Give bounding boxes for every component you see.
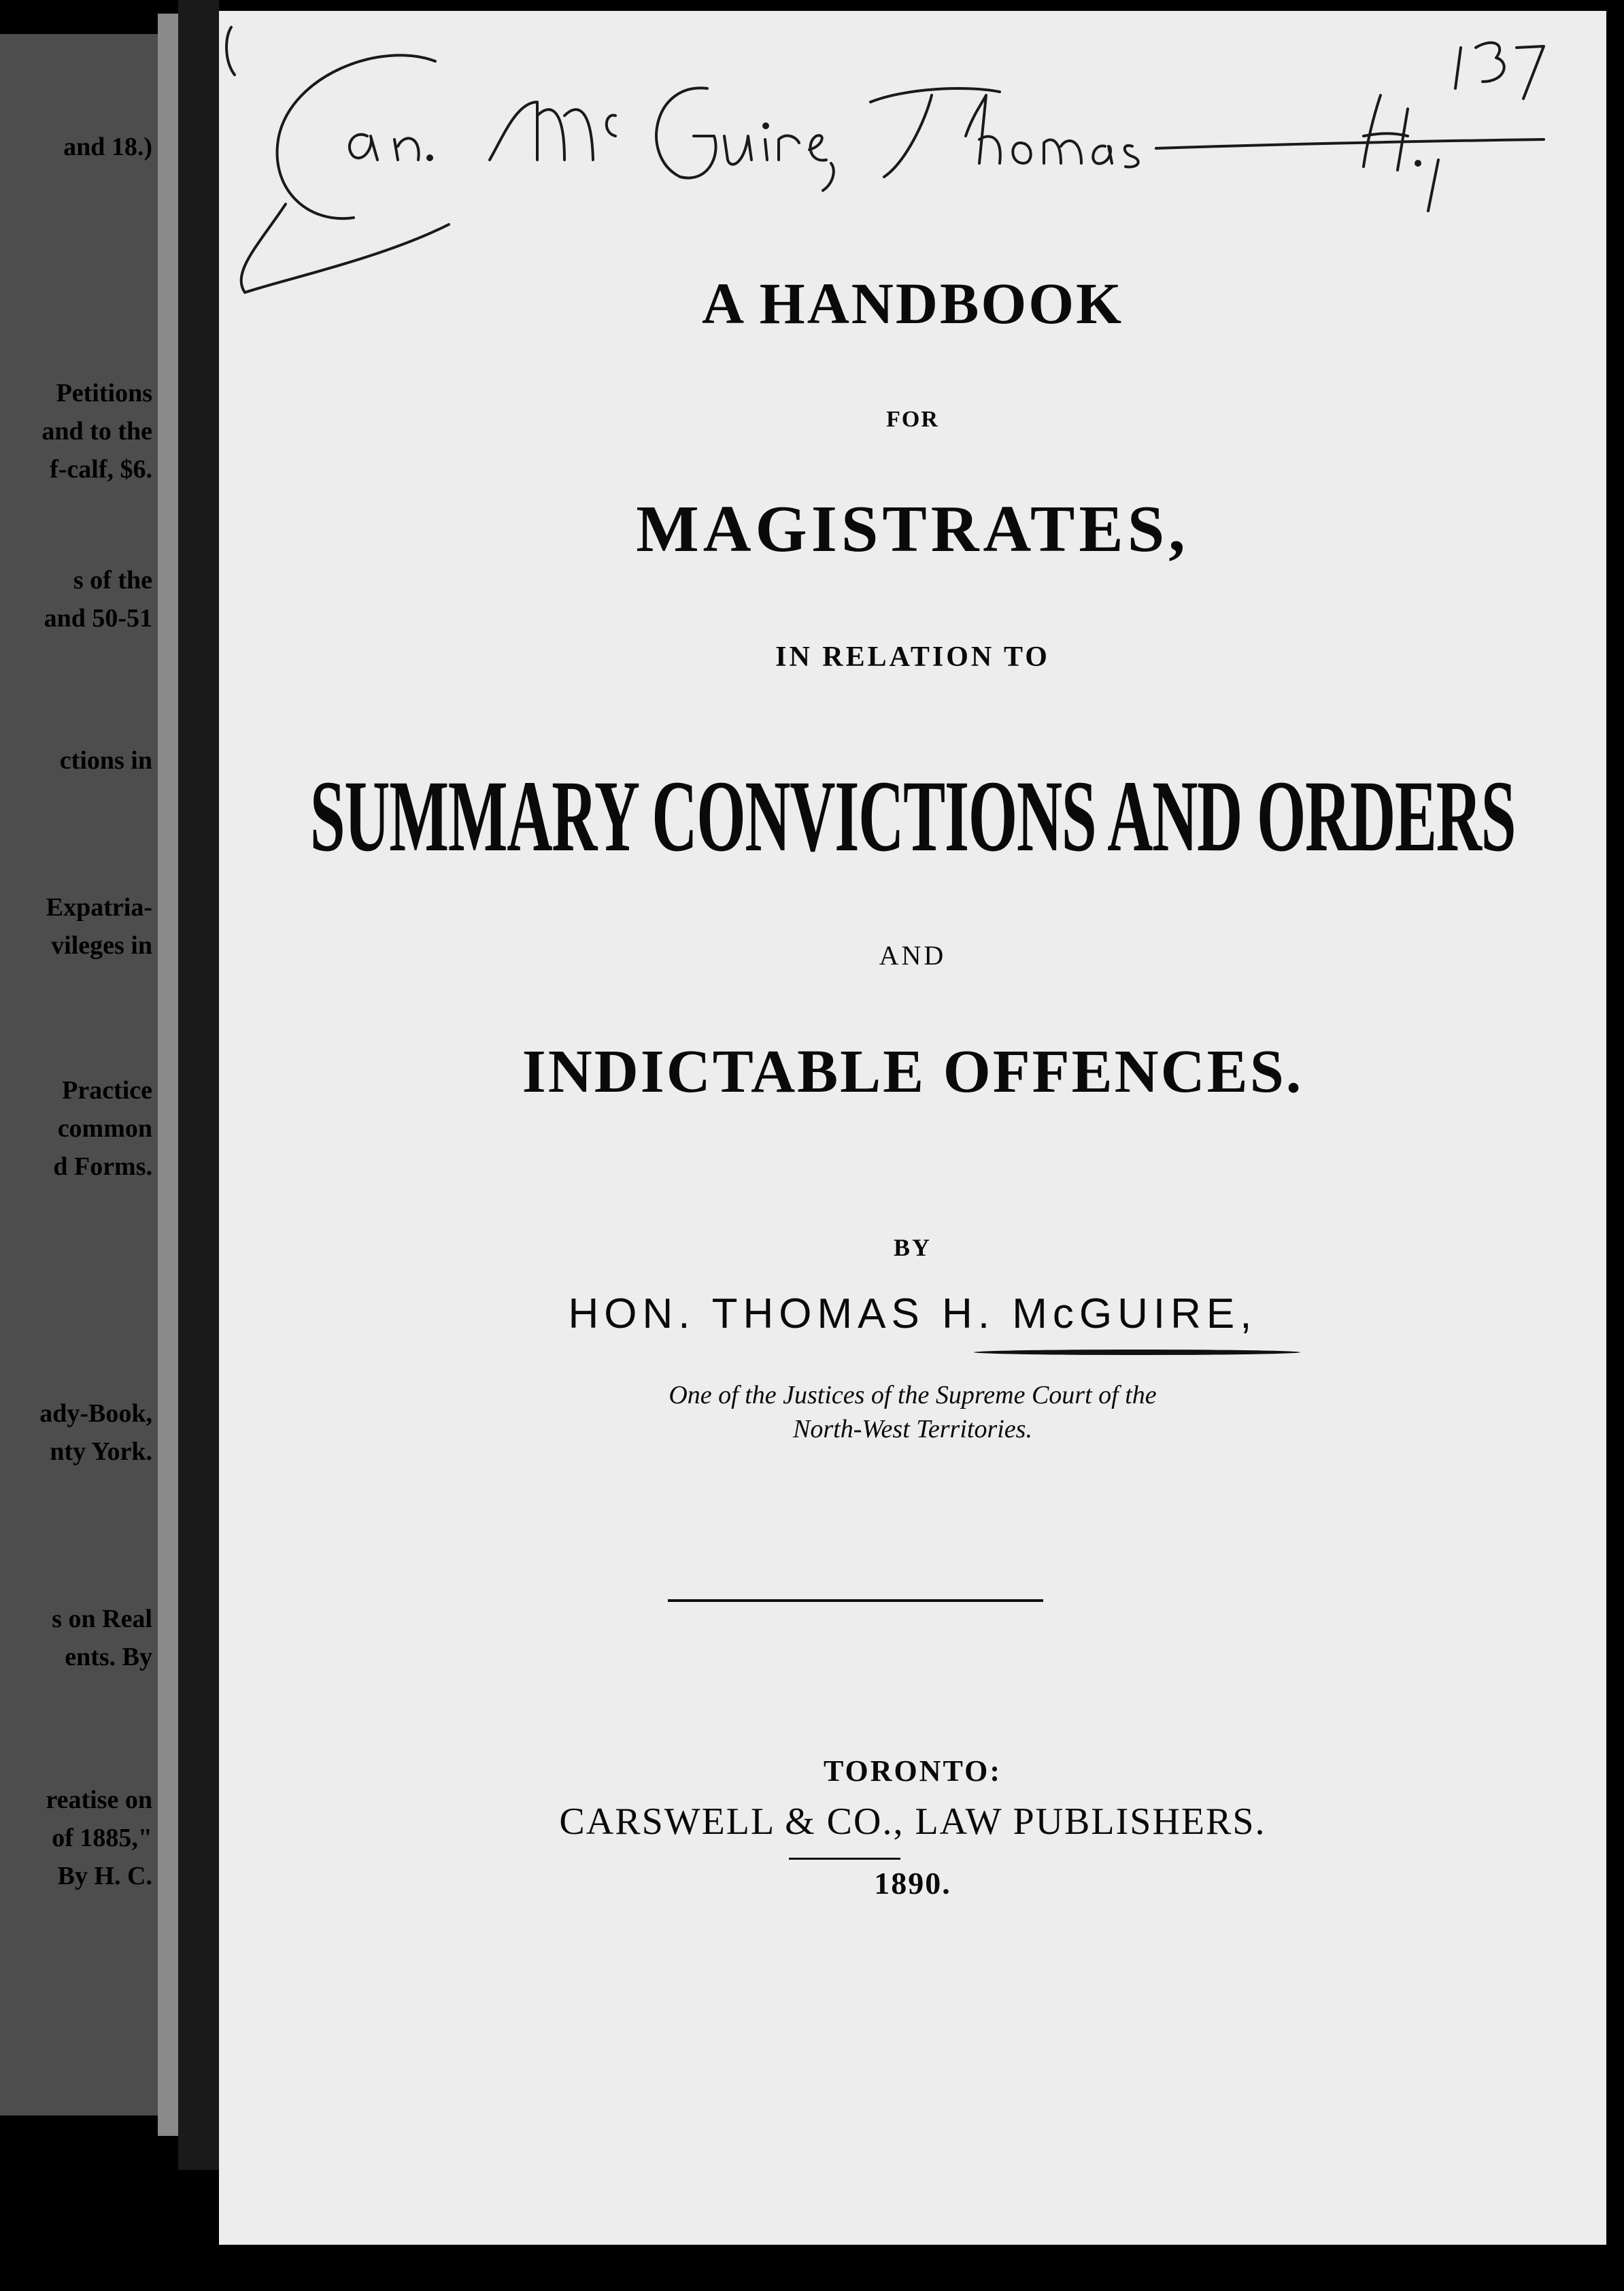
facing-text: reatise on	[46, 1786, 152, 1814]
title-line-indictable: INDICTABLE OFFENCES.	[522, 1038, 1304, 1105]
facing-text: Practice	[62, 1076, 152, 1105]
by-line: BY	[893, 1234, 932, 1261]
publisher: CARSWELL & CO., LAW PUBLISHERS.	[559, 1801, 1266, 1843]
scan-border	[204, 2245, 1624, 2291]
facing-text: and 50-51	[44, 604, 152, 633]
facing-text: and 18.)	[63, 133, 152, 161]
facing-text: s of the	[73, 566, 152, 595]
publication-place: TORONTO:	[824, 1754, 1002, 1788]
facing-text: nty York.	[50, 1437, 152, 1466]
facing-text: ents. By	[65, 1643, 152, 1671]
title-line-and: AND	[879, 940, 947, 971]
facing-text: ady-Book,	[39, 1399, 152, 1428]
facing-text: By H. C.	[57, 1862, 152, 1890]
facing-text: d Forms.	[53, 1152, 152, 1181]
affiliation-line: North-West Territories.	[793, 1415, 1032, 1443]
facing-text: f-calf, $6.	[50, 455, 152, 484]
facing-text: of 1885,"	[52, 1824, 152, 1852]
title-line-for: FOR	[886, 407, 939, 432]
facing-text: and to the	[41, 417, 152, 446]
author-name: HON. THOMAS H. McGUIRE,	[568, 1290, 1257, 1337]
title-line-relation: IN RELATION TO	[775, 641, 1050, 673]
facing-text: Expatria-	[46, 893, 152, 922]
title-line-magistrates: MAGISTRATES,	[636, 492, 1189, 566]
title-line-summary: SUMMARY CONVICTIONS AND ORDERS	[309, 760, 1516, 873]
facing-text: vileges in	[51, 931, 152, 960]
scan-border	[1606, 0, 1624, 2291]
facing-text: common	[57, 1114, 152, 1143]
affiliation-line: One of the Justices of the Supreme Court of the	[669, 1381, 1157, 1409]
facing-text: ctions in	[59, 746, 152, 775]
publication-year: 1890.	[874, 1866, 951, 1901]
title-line-handbook: A HANDBOOK	[701, 271, 1124, 336]
facing-text: Petitions	[56, 379, 152, 407]
facing-text: s on Real	[52, 1605, 152, 1633]
